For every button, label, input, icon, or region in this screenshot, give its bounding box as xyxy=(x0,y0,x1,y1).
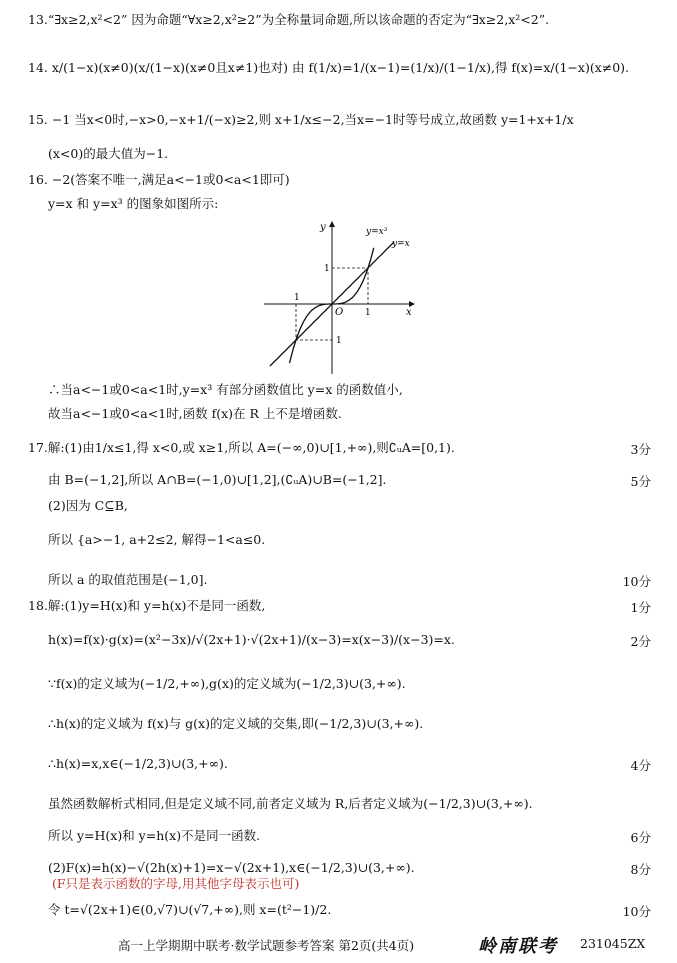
score-label: 5分 xyxy=(630,474,651,489)
tick-x-neg1: 1 xyxy=(294,293,300,303)
cubic-label: y=x³ xyxy=(366,227,388,237)
score-label: 3分 xyxy=(630,442,651,457)
answer-line: h(x)=f(x)·g(x)=(x²−3x)/√(2x+1)·√(2x+1)/(x−3)=x(x−3)/(x−3)=x. xyxy=(48,632,455,647)
answer-line: y=x 和 y=x³ 的图象如图所示: xyxy=(48,196,219,211)
answer-line: 15. −1 当x<0时,−x>0,−x+1/(−x)≥2,则 x+1/x≤−2,当x=−1时等号成立,故函数 y=1+x+1/x xyxy=(28,112,574,127)
red-note: (F只是表示函数的字母,用其他字母表示也可) xyxy=(52,876,300,891)
answer-line: 故当a<−1或0<a<1时,函数 f(x)在 R 上不是增函数. xyxy=(48,406,342,421)
answer-line: 所以 y=H(x)和 y=h(x)不是同一函数. xyxy=(48,828,261,843)
answer-line: 18.解:(1)y=H(x)和 y=h(x)不是同一函数, xyxy=(28,598,266,613)
line-label: y=x xyxy=(392,239,410,249)
answer-line: ∴h(x)的定义域为 f(x)与 g(x)的定义域的交集,即(−1/2,3)∪(3,+∞). xyxy=(48,716,424,731)
score-label: 10分 xyxy=(622,904,651,919)
answer-line: (2)F(x)=h(x)−√(2h(x)+1)=x−√(2x+1),x∈(−1/2,3)∪(3,+∞). xyxy=(48,860,415,875)
answer-line: ∴h(x)=x,x∈(−1/2,3)∪(3,+∞). xyxy=(48,756,228,771)
tick-y-1: 1 xyxy=(324,264,330,274)
answer-line: 16. −2(答案不唯一,满足a<−1或0<a<1即可) xyxy=(28,172,290,187)
answer-line: 13.“∃x≥2,x²<2” 因为命题“∀x≥2,x²≥2”为全称量词命题,所以该命题的否定为“∃x≥2,x²<2”. xyxy=(28,12,550,27)
score-label: 4分 xyxy=(630,758,651,773)
tick-x-1: 1 xyxy=(365,308,371,318)
score-label: 8分 xyxy=(630,862,651,877)
answer-line: 令 t=√(2x+1)∈(0,√7)∪(√7,+∞),则 x=(t²−1)/2. xyxy=(48,902,332,917)
footer-center: 高一上学期期中联考·数学试题参考答案 第2页(共4页) xyxy=(118,938,415,953)
score-label: 6分 xyxy=(630,830,651,845)
answer-line: 14. x/(1−x)(x≠0)(x/(1−x)(x≠0且x≠1)也对) 由 f(1/x)=1/(x−1)=(1/x)/(1−1/x),得 f(x)=x/(1−x)(x≠0). xyxy=(28,60,630,75)
answer-line: 虽然函数解析式相同,但是定义域不同,前者定义域为 R,后者定义域为(−1/2,3)∪(3,+∞). xyxy=(48,796,533,811)
score-label: 1分 xyxy=(630,600,651,615)
answer-line: ∵f(x)的定义域为(−1/2,+∞),g(x)的定义域为(−1/2,3)∪(3,+∞). xyxy=(48,676,406,691)
score-label: 2分 xyxy=(630,634,651,649)
y-axis-label: y xyxy=(320,222,326,233)
footer-logo: 岭南联考 xyxy=(478,936,558,957)
answer-line: 所以 a 的取值范围是(−1,0]. xyxy=(48,572,208,587)
score-label: 10分 xyxy=(622,574,651,589)
answer-line: ∴当a<−1或0<a<1时,y=x³ 有部分函数值比 y=x 的函数值小, xyxy=(48,382,403,397)
x-axis-label: x xyxy=(406,307,412,318)
tick-y-neg1: 1 xyxy=(336,336,342,346)
answer-line: 由 B=(−1,2],所以 A∩B=(−1,0)∪[1,2],(∁ᵤA)∪B=(−1,2]. xyxy=(48,472,387,487)
origin-label: O xyxy=(335,307,344,318)
answer-line: 所以 {a>−1, a+2≤2, 解得−1<a≤0. xyxy=(48,532,266,547)
answer-line: (x<0)的最大值为−1. xyxy=(48,146,169,161)
function-graph xyxy=(262,218,422,376)
answer-line: (2)因为 C⊆B, xyxy=(48,498,128,513)
footer-code: 231045ZX xyxy=(580,936,646,951)
answer-line: 17.解:(1)由1/x≤1,得 x<0,或 x≥1,所以 A=(−∞,0)∪[1,+∞),则∁ᵤA=[0,1). xyxy=(28,440,455,455)
